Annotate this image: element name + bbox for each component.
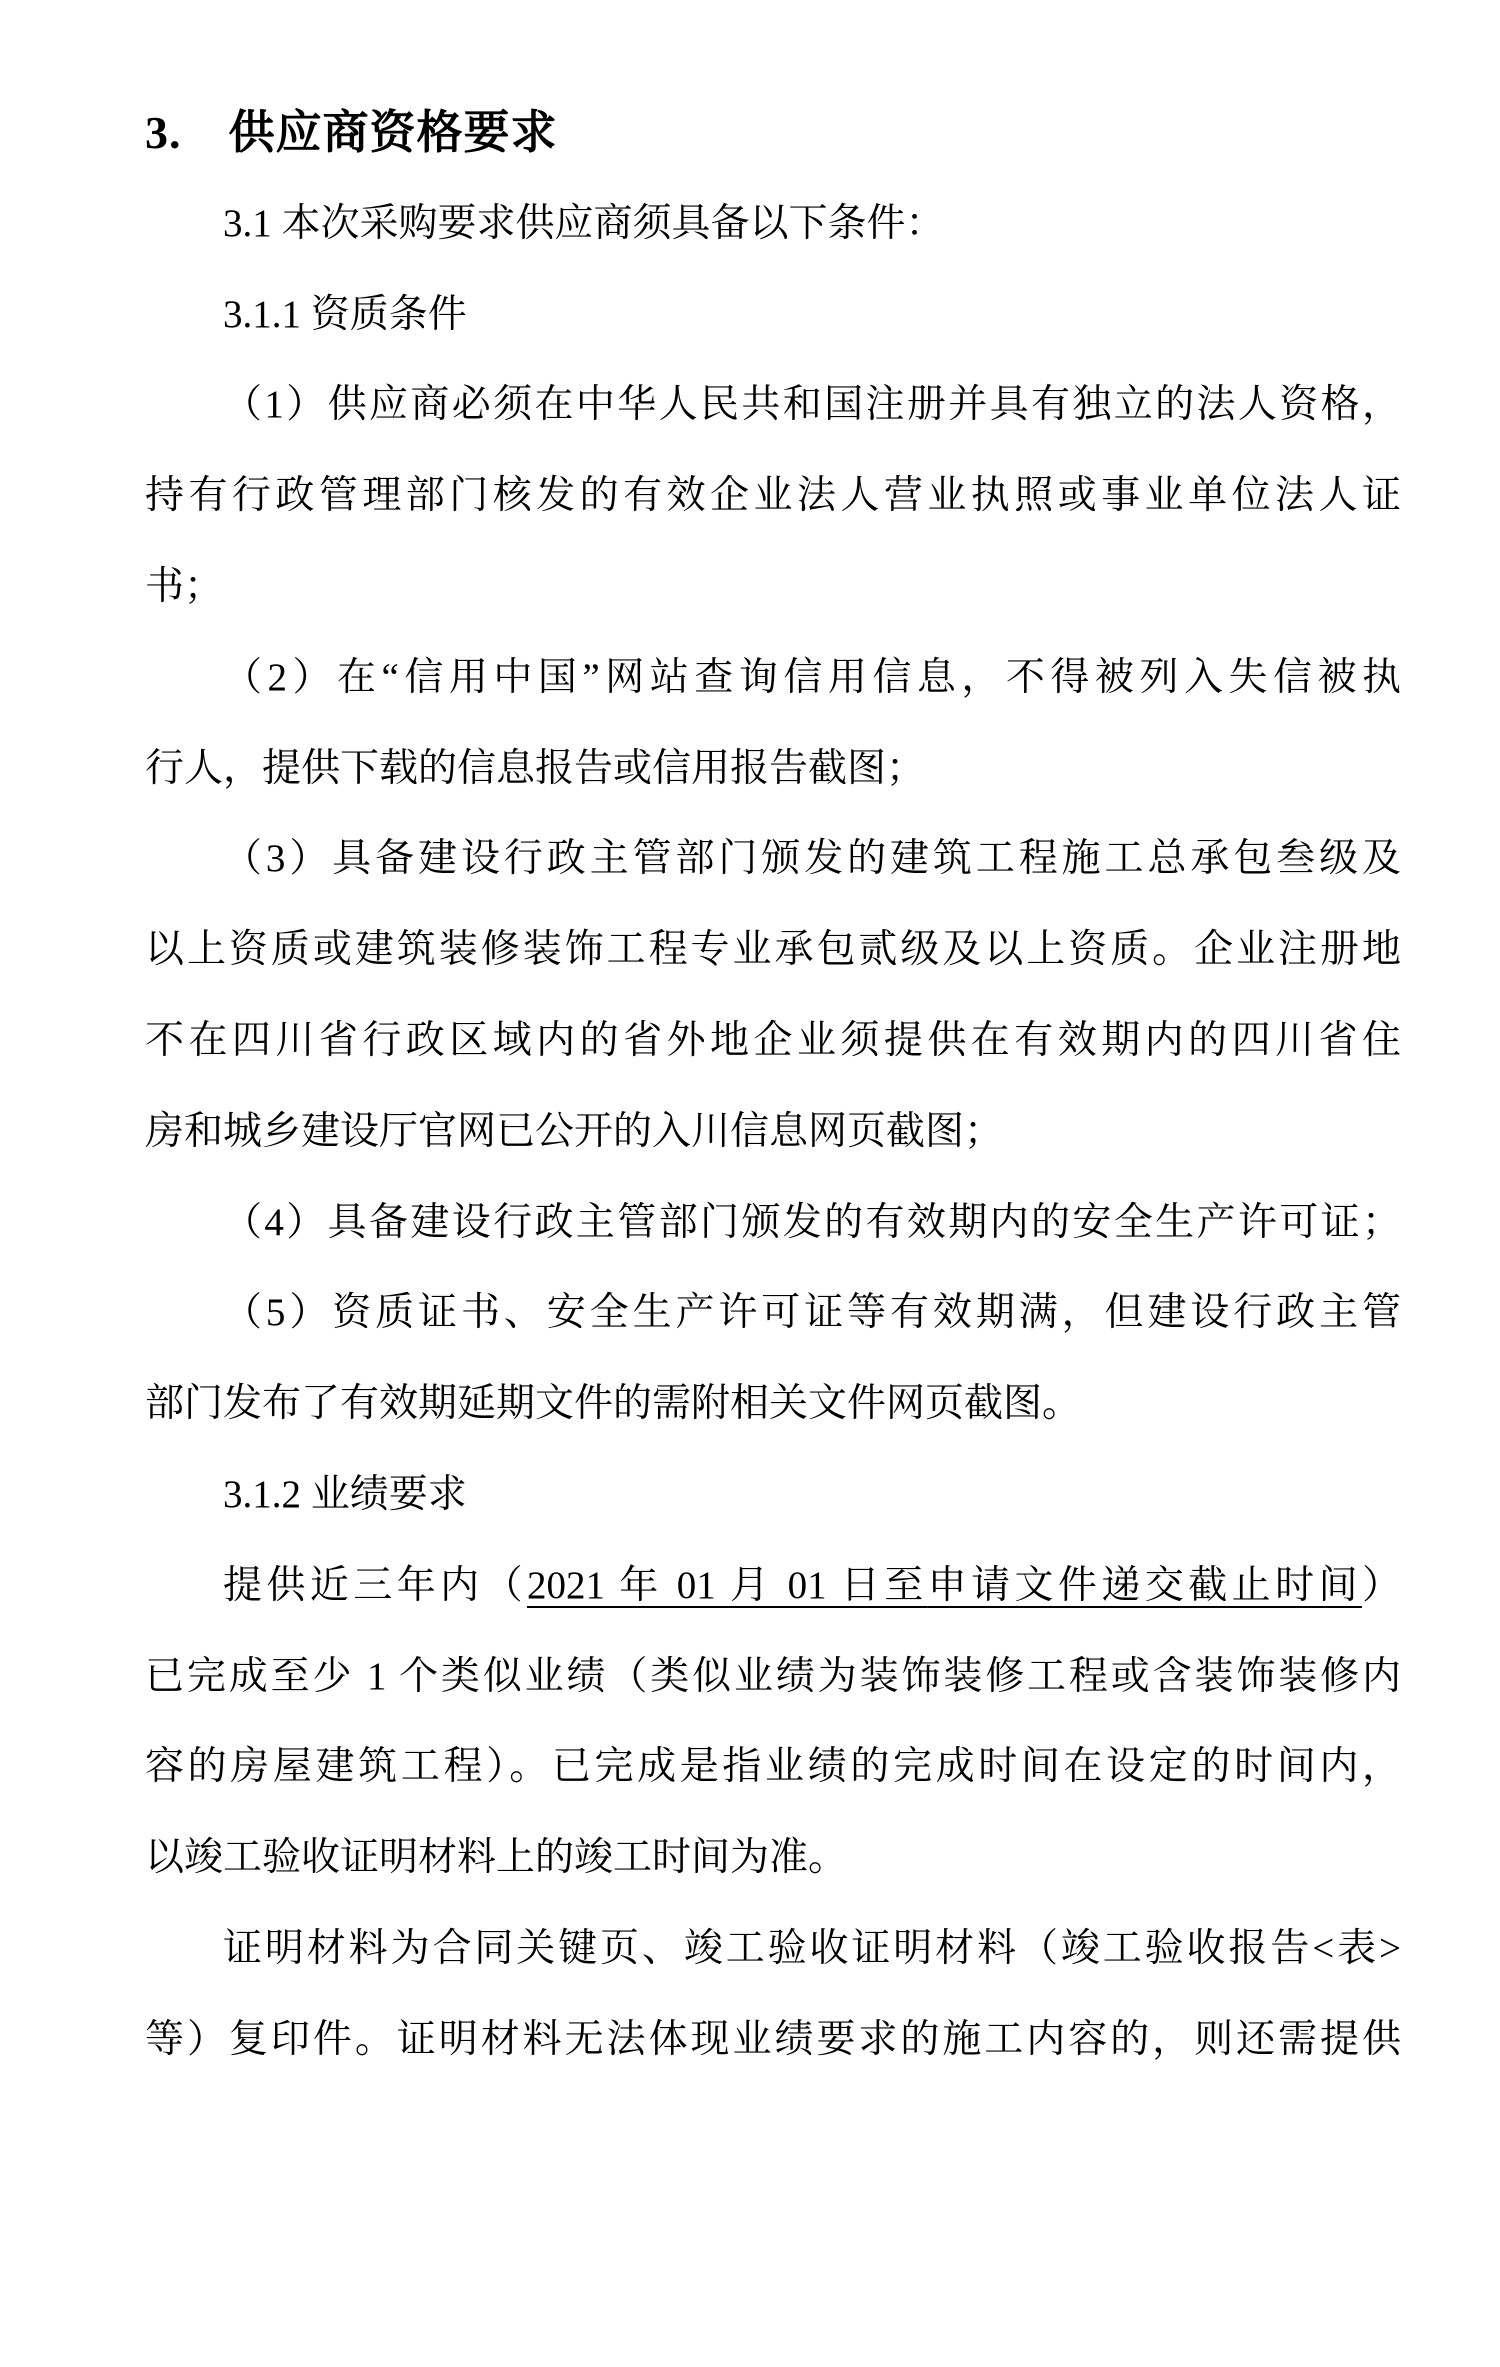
item-5-line-2: 部门发布了有效期延期文件的需附相关文件网页截图。 bbox=[145, 1382, 1082, 1426]
item-1-line-1: （1）供应商必须在中华人民共和国注册并具有独立的法人资格， bbox=[223, 383, 1401, 427]
document-content bbox=[145, 88, 1401, 2086]
performance-line-3: 容的房屋建筑工程）。已完成是指业绩的完成时间在设定的时间内， bbox=[145, 1745, 1401, 1789]
clause-3-1: 3.1 本次采购要求供应商须具备以下条件： bbox=[223, 201, 945, 245]
item-2-line-1: （2）在“信用中国”网站查询信用信息，不得被列入失信被执 bbox=[223, 655, 1401, 699]
item-3-line-2: 以上资质或建筑装修装饰工程专业承包贰级及以上资质。企业注册地 bbox=[145, 928, 1401, 972]
proof-line-2: 等）复印件。证明材料无法体现业绩要求的施工内容的，则还需提供 bbox=[145, 2017, 1401, 2061]
clause-3-1-2-title: 3.1.2 业绩要求 bbox=[223, 1472, 467, 1516]
proof-line-1: 证明材料为合同关键页、竣工验收证明材料（竣工验收报告<表> bbox=[223, 1926, 1401, 1970]
performance-line-4: 以竣工验收证明材料上的竣工时间为准。 bbox=[145, 1836, 848, 1880]
item-2-line-2: 行人，提供下载的信息报告或信用报告截图； bbox=[145, 746, 926, 790]
item-1-line-3: 书； bbox=[145, 564, 224, 608]
item-3-line-4: 房和城乡建设厅官网已公开的入川信息网页截图； bbox=[145, 1109, 1004, 1153]
heading-supplier-qualification: 3. 供应商资格要求 bbox=[145, 107, 558, 158]
item-4-line-1: （4）具备建设行政主管部门颁发的有效期内的安全生产许可证； bbox=[223, 1200, 1401, 1244]
item-3-line-3: 不在四川省行政区域内的省外地企业须提供在有效期内的四川省住 bbox=[145, 1018, 1401, 1062]
underlined-submission-deadline: 申请文件递交截止时间 bbox=[927, 1563, 1362, 1607]
performance-line-1-prefix: 提供近三年内（ bbox=[223, 1563, 528, 1607]
performance-line-1 bbox=[145, 1541, 1401, 1632]
clause-3-1-1-title: 3.1.1 资质条件 bbox=[223, 292, 467, 336]
item-5-line-1: （5）资质证书、安全生产许可证等有效期满，但建设行政主管 bbox=[223, 1291, 1401, 1335]
item-3-line-1: （3）具备建设行政主管部门颁发的建筑工程施工总承包叁级及 bbox=[223, 837, 1401, 881]
performance-line-1-suffix: ） bbox=[1361, 1563, 1401, 1607]
performance-line-2: 已完成至少 1 个类似业绩（类似业绩为装饰装修工程或含装饰装修内 bbox=[145, 1654, 1401, 1698]
item-1-line-2: 持有行政管理部门核发的有效企业法人营业执照或事业单位法人证 bbox=[145, 474, 1401, 518]
underlined-start-date: 2021 年 01 月 01 日至 bbox=[527, 1563, 928, 1607]
